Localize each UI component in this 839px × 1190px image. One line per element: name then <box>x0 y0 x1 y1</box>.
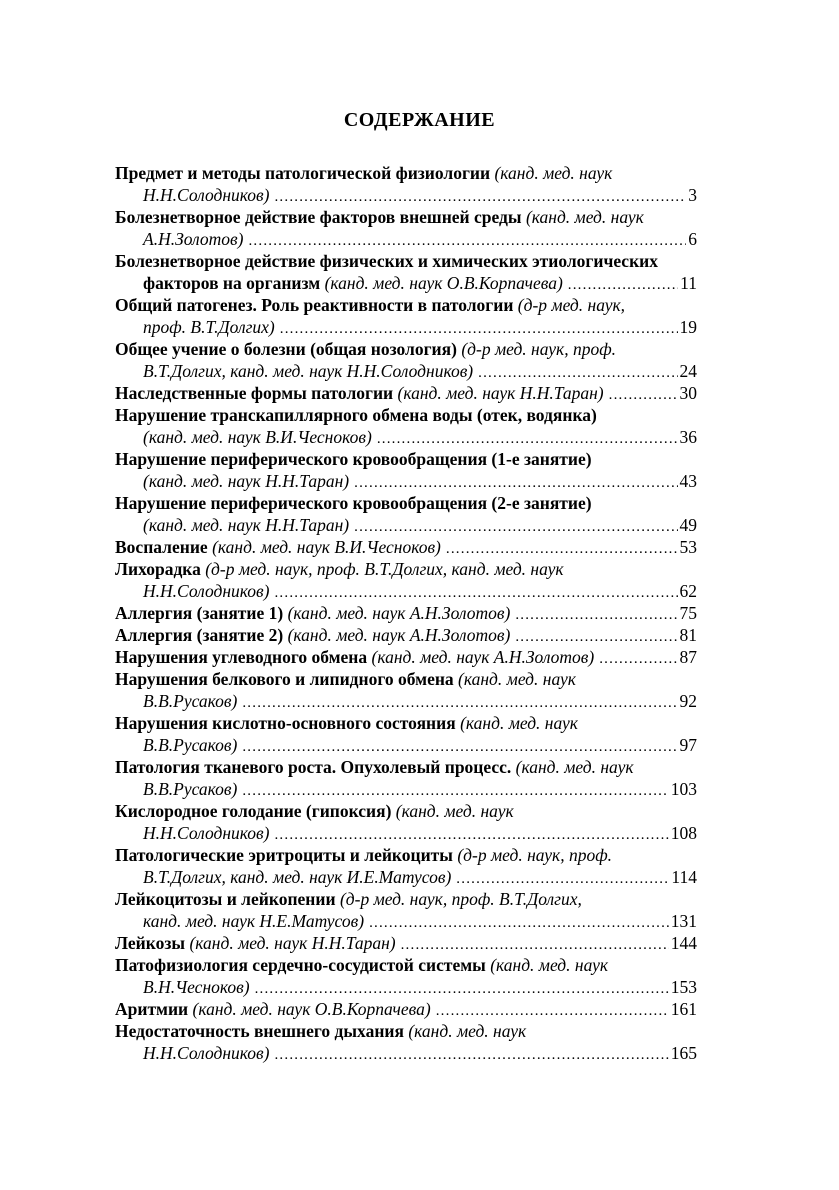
toc-entry-page-number: 114 <box>671 867 697 887</box>
toc-entry-last-line <box>115 734 697 756</box>
toc-entry-author: (канд. мед. наук <box>525 207 644 227</box>
toc-entry-page-number: 165 <box>670 1043 697 1063</box>
toc-entry-page-number: 6 <box>688 229 697 249</box>
dot-leader <box>274 582 677 604</box>
toc-entry-page-number: 53 <box>679 537 697 557</box>
toc-entry-author: В.В.Русаков) <box>143 691 238 711</box>
toc-entry-last-line <box>115 690 697 712</box>
toc-entry-first-line <box>115 448 697 470</box>
toc-entry-author: Н.Н.Солодников) <box>143 185 270 205</box>
toc-entry-first-line <box>115 162 697 184</box>
toc-entry[interactable] <box>115 800 697 844</box>
toc-entry-last-line <box>115 822 697 844</box>
toc-entry[interactable] <box>115 756 697 800</box>
toc-entry-first-line <box>115 250 697 272</box>
toc-entry[interactable] <box>115 162 697 206</box>
toc-entry-first-line <box>115 668 697 690</box>
toc-entry-last-line <box>115 624 697 646</box>
dot-leader <box>354 472 677 494</box>
toc-entry-page-number: 97 <box>679 735 697 755</box>
toc-entry-author: В.Н.Чесноков) <box>143 977 250 997</box>
toc-entry[interactable] <box>115 888 697 932</box>
dot-leader <box>242 736 677 758</box>
toc-entry[interactable] <box>115 844 697 888</box>
toc-entry-page-number: 36 <box>679 427 697 447</box>
dot-leader <box>369 912 669 934</box>
toc-entry-first-line <box>115 954 697 976</box>
toc-entry-title: Недостаточность внешнего дыхания <box>115 1021 404 1041</box>
dot-leader <box>280 318 678 340</box>
toc-entry-title: Аритмии <box>115 999 189 1019</box>
toc-entry[interactable] <box>115 712 697 756</box>
toc-entry-page-number: 161 <box>670 999 697 1019</box>
toc-entry-title: Нарушения углеводного обмена <box>115 647 368 667</box>
toc-entry-title: Патологические эритроциты и лейкоциты <box>115 845 453 865</box>
toc-entry-last-line <box>115 976 697 998</box>
toc-entry[interactable] <box>115 1020 697 1064</box>
toc-entry-first-line <box>115 558 697 580</box>
dot-leader <box>255 978 669 1000</box>
toc-entry-page-number: 19 <box>679 317 697 337</box>
toc-entry[interactable] <box>115 206 697 250</box>
toc-entry-author: (канд. мед. наук В.И.Чесноков) <box>143 427 372 447</box>
toc-entry-title: Предмет и методы патологической физиологии <box>115 163 491 183</box>
toc-entry[interactable] <box>115 668 697 712</box>
toc-entry-last-line <box>115 536 697 558</box>
page-title: СОДЕРЖАНИЕ <box>343 109 496 131</box>
toc-entry-first-line <box>115 206 697 228</box>
toc-entry[interactable] <box>115 448 697 492</box>
toc-entry-author: (канд. мед. наук <box>395 801 514 821</box>
toc-entry-page-number: 75 <box>679 603 697 623</box>
toc-entry-last-line <box>115 514 697 536</box>
toc-entry-title: Нарушение периферического кровообращения (1-е занятие) <box>115 449 592 469</box>
toc-entry-author: (д-р мед. наук, проф. В.Т.Долгих, <box>339 889 582 909</box>
dot-leader <box>478 362 677 384</box>
toc-entry-last-line <box>115 426 697 448</box>
toc-entry-author: (д-р мед. наук, проф. В.Т.Долгих, канд. мед. наук <box>205 559 564 579</box>
toc-entry-first-line <box>115 888 697 910</box>
toc-entry-page-number: 153 <box>670 977 697 997</box>
toc-entry-author: В.В.Русаков) <box>143 735 238 755</box>
toc-entry-last-line <box>115 316 697 338</box>
toc-entry-author: (канд. мед. наук О.В.Корпачева) <box>192 999 431 1019</box>
dot-leader <box>377 428 678 450</box>
toc-entry[interactable] <box>115 954 697 998</box>
toc-entry-title: Патология тканевого роста. Опухолевый процесс. <box>115 757 512 777</box>
toc-entry-title: Нарушение периферического кровообращения (2-е занятие) <box>115 493 592 513</box>
dot-leader <box>401 934 669 956</box>
toc-entry-author: (д-р мед. наук, проф. <box>461 339 617 359</box>
toc-entry-author: В.В.Русаков) <box>143 779 238 799</box>
toc-entry-first-line <box>115 712 697 734</box>
toc-entry-title: Лейкозы <box>115 933 186 953</box>
dot-leader <box>242 692 677 714</box>
toc-entry-title: Лихорадка <box>115 559 201 579</box>
toc-entry-author: (канд. мед. наук А.Н.Золотов) <box>287 603 511 623</box>
toc-entry-page-number: 131 <box>670 911 697 931</box>
toc-entry-last-line <box>115 184 697 206</box>
toc-entry-title: Воспаление <box>115 537 208 557</box>
toc-entry-author: (канд. мед. наук Н.Н.Таран) <box>143 471 350 491</box>
toc-entry-title: Общий патогенез. Роль реактивности в патологии <box>115 295 514 315</box>
toc-entry-first-line <box>115 404 697 426</box>
toc-entry-page-number: 49 <box>679 515 697 535</box>
toc-entry-author: (д-р мед. наук, <box>517 295 626 315</box>
toc-entry-author: проф. В.Т.Долгих) <box>143 317 275 337</box>
toc-entry-last-line <box>115 778 697 800</box>
toc-entry-first-line <box>115 294 697 316</box>
toc-entry-author: канд. мед. наук Н.Е.Матусов) <box>143 911 365 931</box>
toc-entry-author: (д-р мед. наук, проф. <box>457 845 613 865</box>
dot-leader <box>248 230 686 252</box>
toc-entry-last-line <box>115 228 697 250</box>
toc-entry-title: Аллергия (занятие 2) <box>115 625 284 645</box>
toc-entry-author: (канд. мед. наук О.В.Корпачева) <box>324 273 563 293</box>
toc-entry-page-number: 108 <box>670 823 697 843</box>
toc-entry-page-number: 81 <box>679 625 697 645</box>
toc-entry-title: Наследственные формы патологии <box>115 383 394 403</box>
toc-entry-last-line <box>115 602 697 624</box>
toc-entry-last-line <box>115 470 697 492</box>
toc-entry-author: Н.Н.Солодников) <box>143 823 270 843</box>
toc-entry-title: Болезнетворное действие факторов внешней среды <box>115 207 522 227</box>
toc-entry-author: (канд. мед. наук А.Н.Золотов) <box>371 647 595 667</box>
toc-entry-author: (канд. мед. наук <box>515 757 634 777</box>
toc-entry[interactable] <box>115 250 697 294</box>
toc-entry-author: В.Т.Долгих, канд. мед. наук Н.Н.Солодников) <box>143 361 474 381</box>
toc-entry-author: (канд. мед. наук <box>494 163 613 183</box>
toc-entry[interactable] <box>115 338 697 382</box>
toc-entry-title: Нарушения кислотно-основного состояния <box>115 713 456 733</box>
dot-leader <box>436 1000 669 1022</box>
toc-entry-author: (канд. мед. наук В.И.Чесноков) <box>212 537 441 557</box>
toc-entry-first-line <box>115 844 697 866</box>
dot-leader <box>274 1044 668 1066</box>
toc-entry-page-number: 24 <box>679 361 697 381</box>
toc-entry[interactable] <box>115 294 697 338</box>
toc-entry-author: (канд. мед. наук <box>458 669 576 689</box>
toc-entry-last-line <box>115 932 697 954</box>
toc-entry-title: Общее учение о болезни (общая нозология) <box>115 339 457 359</box>
table-of-contents <box>115 162 697 1064</box>
toc-entry-last-line <box>115 910 697 932</box>
toc-entry-author: (канд. мед. наук <box>408 1021 527 1041</box>
toc-entry-author: (канд. мед. наук Н.Н.Таран) <box>143 515 350 535</box>
dot-leader <box>609 384 678 406</box>
toc-entry-page-number: 43 <box>679 471 697 491</box>
dot-leader <box>274 824 668 846</box>
toc-entry[interactable] <box>115 624 697 646</box>
toc-entry-first-line <box>115 492 697 514</box>
dot-leader <box>242 780 668 802</box>
toc-entry-page-number: 103 <box>670 779 697 799</box>
toc-entry-last-line <box>115 866 697 888</box>
toc-entry[interactable] <box>115 492 697 536</box>
dot-leader <box>599 648 677 670</box>
toc-entry-last-line <box>115 998 697 1020</box>
toc-entry-page-number: 3 <box>688 185 697 205</box>
toc-entry-author: (канд. мед. наук <box>490 955 609 975</box>
toc-entry-page-number: 30 <box>679 383 697 403</box>
toc-entry-last-line <box>115 360 697 382</box>
dot-leader <box>354 516 677 538</box>
toc-entry[interactable] <box>115 646 697 668</box>
toc-entry-page-number: 62 <box>679 581 697 601</box>
toc-entry[interactable] <box>115 536 697 558</box>
dot-leader <box>446 538 678 560</box>
toc-entry[interactable] <box>115 998 697 1020</box>
toc-entry-last-line <box>115 272 697 294</box>
toc-entry-first-line <box>115 800 697 822</box>
toc-entry-last-line <box>115 1042 697 1064</box>
dot-leader <box>568 274 678 296</box>
toc-entry-title: Патофизиология сердечно-сосудистой системы <box>115 955 486 975</box>
toc-entry-title-continued: факторов на организм <box>143 273 321 293</box>
dot-leader <box>515 626 677 648</box>
toc-entry-author: (канд. мед. наук Н.Н.Таран) <box>397 383 604 403</box>
toc-entry-last-line <box>115 382 697 404</box>
toc-entry[interactable] <box>115 602 697 624</box>
toc-entry[interactable] <box>115 932 697 954</box>
toc-entry-title: Болезнетворное действие физических и химических этиологических <box>115 251 658 271</box>
toc-entry-page-number: 11 <box>680 273 697 293</box>
toc-entry-title: Кислородное голодание (гипоксия) <box>115 801 392 821</box>
toc-entry-last-line <box>115 580 697 602</box>
toc-entry-author: (канд. мед. наук Н.Н.Таран) <box>189 933 396 953</box>
dot-leader <box>456 868 669 890</box>
toc-entry[interactable] <box>115 558 697 602</box>
toc-entry-title: Аллергия (занятие 1) <box>115 603 284 623</box>
toc-entry-page-number: 144 <box>670 933 697 953</box>
toc-entry-first-line <box>115 756 697 778</box>
toc-entry[interactable] <box>115 382 697 404</box>
toc-entry-page-number: 92 <box>679 691 697 711</box>
dot-leader <box>515 604 677 626</box>
toc-entry-last-line <box>115 646 697 668</box>
dot-leader <box>274 186 686 208</box>
toc-entry-author: Н.Н.Солодников) <box>143 1043 270 1063</box>
toc-entry-first-line <box>115 338 697 360</box>
toc-entry-first-line <box>115 1020 697 1042</box>
toc-entry-page-number: 87 <box>679 647 697 667</box>
toc-entry-author: А.Н.Золотов) <box>143 229 244 249</box>
toc-entry-author: (канд. мед. наук А.Н.Золотов) <box>287 625 511 645</box>
toc-entry-author: В.Т.Долгих, канд. мед. наук И.Е.Матусов) <box>143 867 452 887</box>
toc-entry[interactable] <box>115 404 697 448</box>
toc-entry-author: (канд. мед. наук <box>460 713 578 733</box>
toc-entry-author: Н.Н.Солодников) <box>143 581 270 601</box>
toc-entry-title: Нарушение транскапиллярного обмена воды (отек, водянка) <box>115 405 597 425</box>
toc-entry-title: Нарушения белкового и липидного обмена <box>115 669 454 689</box>
toc-entry-title: Лейкоцитозы и лейкопении <box>115 889 336 909</box>
